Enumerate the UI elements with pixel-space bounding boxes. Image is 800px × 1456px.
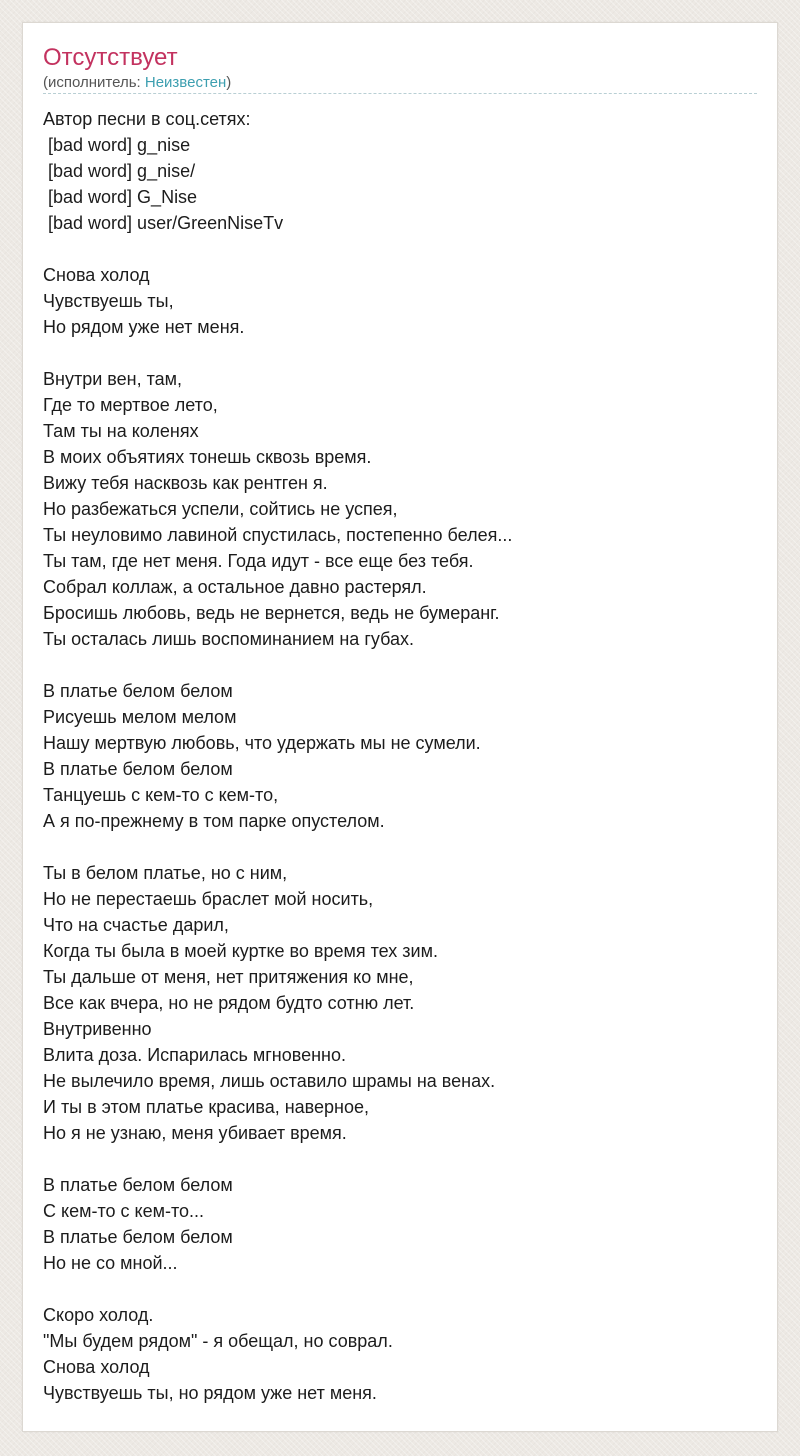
- stanza-gap: [43, 340, 759, 366]
- lyric-line: Собрал коллаж, а остальное давно растерял.: [43, 577, 427, 597]
- title-divider: [43, 93, 757, 94]
- lyric-line: Ты там, где нет меня. Года идут - все еще без тебя.: [43, 551, 474, 571]
- lyric-line: Вижу тебя насквозь как рентген я.: [43, 473, 328, 493]
- stanza-gap: [43, 652, 759, 678]
- lyric-line: Бросишь любовь, ведь не вернется, ведь не бумеранг.: [43, 603, 500, 623]
- artist-suffix: ): [226, 74, 232, 91]
- lyric-line: Нашу мертвую любовь, что удержать мы не сумели.: [43, 733, 481, 753]
- lyrics-stanza: [43, 1302, 759, 1406]
- lyric-line: [bad word] G_Nise: [43, 187, 198, 207]
- lyric-line: Рисуешь мелом мелом: [43, 707, 237, 727]
- lyric-line: Чувствуешь ты, но рядом уже нет меня.: [43, 1383, 377, 1403]
- lyric-line: А я по-прежнему в том парке опустелом.: [43, 811, 385, 831]
- lyric-line: Внутри вен, там,: [43, 369, 182, 389]
- lyric-line: Но разбежаться успели, сойтись не успея,: [43, 499, 398, 519]
- lyrics-stanza: [43, 106, 759, 236]
- lyric-line: [bad word] g_nise: [43, 135, 191, 155]
- lyric-line: Но я не узнаю, меня убивает время.: [43, 1123, 347, 1143]
- lyric-line: "Мы будем рядом" - я обещал, но соврал.: [43, 1331, 393, 1351]
- stanza-gap: [43, 236, 759, 262]
- lyric-line: Снова холод: [43, 1357, 150, 1377]
- lyrics-stanza: [43, 678, 759, 834]
- lyric-line: С кем-то с кем-то...: [43, 1201, 205, 1221]
- lyric-line: Внутривенно: [43, 1019, 152, 1039]
- stanza-gap: [43, 1146, 759, 1172]
- artist-link[interactable]: Неизвестен: [144, 74, 227, 91]
- artist-line: [43, 73, 231, 93]
- lyric-line: Танцуешь с кем-то с кем-то,: [43, 785, 279, 805]
- lyric-line: Влита доза. Испарилась мгновенно.: [43, 1045, 347, 1065]
- lyric-line: Ты осталась лишь воспоминанием на губах.: [43, 629, 414, 649]
- lyric-line: В платье белом белом: [43, 681, 233, 701]
- lyric-line: Что на счастье дарил,: [43, 915, 229, 935]
- lyric-line: Но рядом уже нет меня.: [43, 317, 245, 337]
- stanza-gap: [43, 1276, 759, 1302]
- lyrics-stanza: [43, 860, 759, 1146]
- lyric-line: В платье белом белом: [43, 759, 233, 779]
- lyric-line: И ты в этом платье красива, наверное,: [43, 1097, 370, 1117]
- lyric-line: Ты неуловимо лавиной спустилась, постепенно белея...: [43, 525, 513, 545]
- lyric-line: Ты дальше от меня, нет притяжения ко мне,: [43, 967, 414, 987]
- lyrics-card: [22, 22, 778, 1432]
- artist-prefix: (исполнитель:: [43, 74, 145, 91]
- lyric-line: Когда ты была в моей куртке во время тех зим.: [43, 941, 438, 961]
- song-title: Отсутствует: [43, 44, 178, 71]
- lyric-line: [bad word] user/GreenNiseTv: [43, 213, 284, 233]
- lyric-line: Все как вчера, но не рядом будто сотню лет.: [43, 993, 415, 1013]
- lyric-line: Скоро холод.: [43, 1305, 154, 1325]
- stanza-gap: [43, 834, 759, 860]
- lyric-line: [bad word] g_nise/: [43, 161, 196, 181]
- lyric-line: Но не перестаешь браслет мой носить,: [43, 889, 374, 909]
- lyric-line: Автор песни в соц.сетях:: [43, 109, 251, 129]
- lyric-line: Чувствуешь ты,: [43, 291, 174, 311]
- lyrics-stanza: [43, 366, 759, 652]
- lyric-line: Ты в белом платье, но с ним,: [43, 863, 288, 883]
- lyrics-stanza: [43, 262, 759, 340]
- lyrics-text: [43, 106, 759, 1406]
- lyric-line: Где то мертвое лето,: [43, 395, 218, 415]
- lyrics-stanza: [43, 1172, 759, 1276]
- lyric-line: Но не со мной...: [43, 1253, 178, 1273]
- lyric-line: Не вылечило время, лишь оставило шрамы на венах.: [43, 1071, 496, 1091]
- lyric-line: В платье белом белом: [43, 1175, 233, 1195]
- lyric-line: Там ты на коленях: [43, 421, 199, 441]
- lyric-line: В моих объятиях тонешь сквозь время.: [43, 447, 372, 467]
- lyric-line: В платье белом белом: [43, 1227, 233, 1247]
- lyric-line: Снова холод: [43, 265, 150, 285]
